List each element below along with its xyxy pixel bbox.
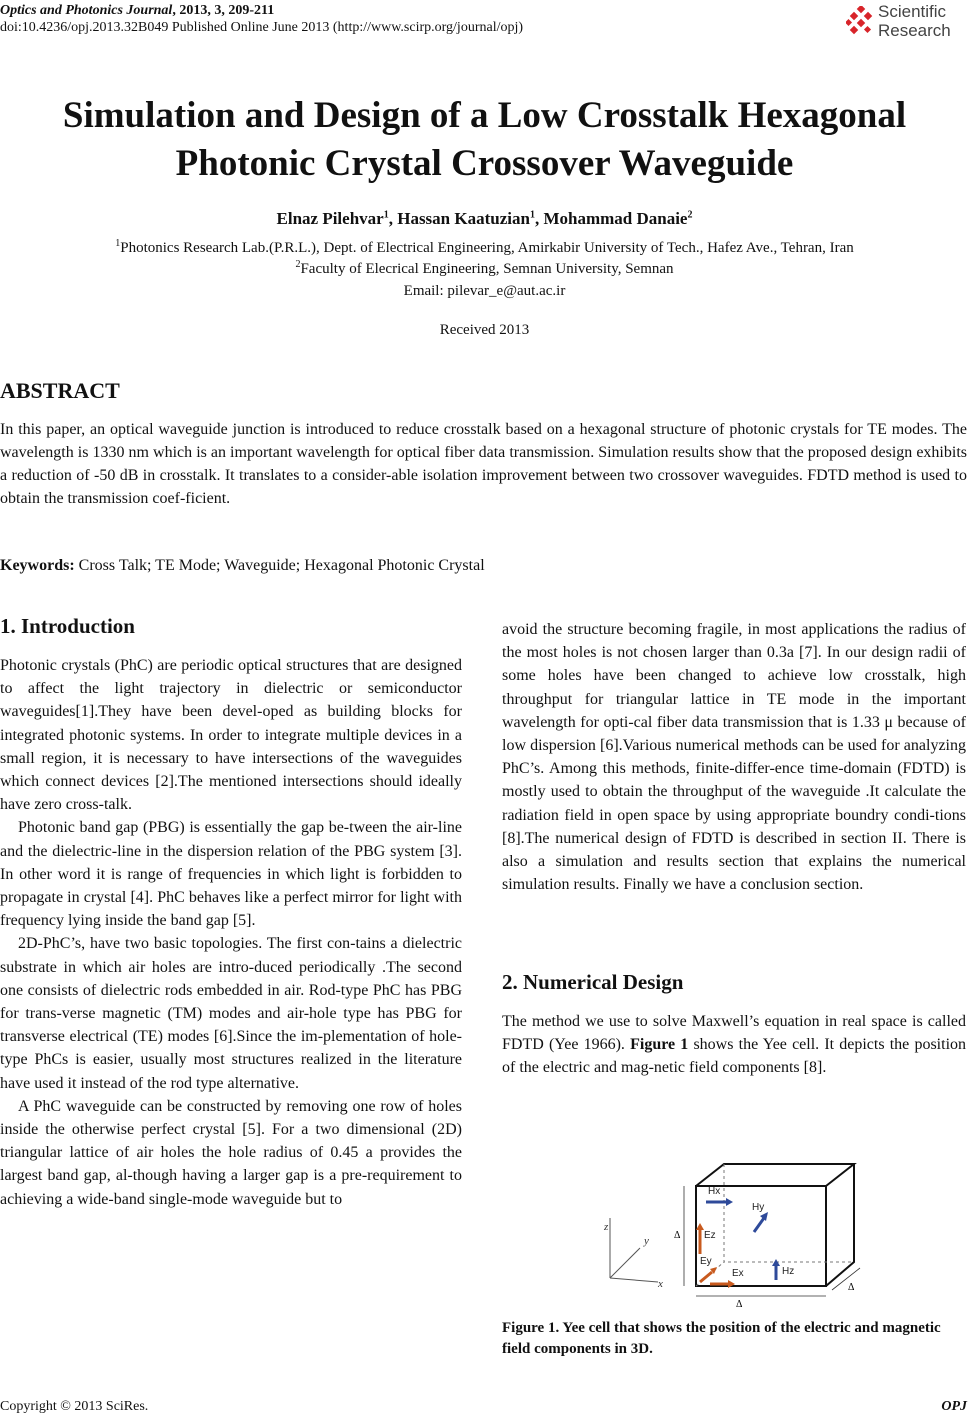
x-axis: [610, 1278, 658, 1282]
publisher-logo: [846, 2, 968, 42]
keywords-label: Keywords:: [0, 557, 75, 574]
depth-dimension: [832, 1268, 860, 1290]
left-column: [0, 654, 462, 1211]
journal-abbreviation: OPJ: [941, 1399, 967, 1414]
intro-paragraph-2: Photonic band gap (PBG) is essentially the gap be-tween the air-line and the dielectric-line in the dispersion relation of the PBG system [3]. In other word it is range of frequencies in which light is forbidden to propagate in crystal [4]. PhC behaves like a perfect mirror for light with frequency lying inside the band gap [5].: [0, 819, 462, 930]
journal-volume: , 2013, 3, 209-211: [172, 3, 275, 18]
keywords-text: Cross Talk; TE Mode; Waveguide; Hexagonal Photonic Crystal: [74, 557, 485, 574]
yee-cell-diagram: [600, 1150, 880, 1310]
right-column: [502, 618, 966, 896]
numerical-paragraph-1-a: The method we use to solve Maxwell’s equation in real space is called FDTD (Yee 1966).: [502, 1013, 966, 1054]
ex-label: Ex: [732, 1268, 744, 1279]
contact-email: Email: pilevar_e@aut.ac.ir: [403, 283, 566, 299]
received-date: Received 2013: [439, 322, 530, 338]
ey-label: Ey: [700, 1256, 712, 1267]
yee-cell-figure: [600, 1150, 880, 1310]
affiliation-1-text: Photonics Research Lab.(P.R.L.), Dept. of Electrical Engineering, Amirkabir University of Tech., Hafez Ave., Tehran, Iran: [120, 240, 854, 256]
z-axis-label: z: [604, 1221, 609, 1233]
numerical-paragraph-1: [502, 1010, 966, 1080]
numerical-design-text: [502, 1010, 966, 1080]
numerical-paragraph-1-b: shows the Yee cell. It depicts the position of the electric and mag-netic field components [8].: [502, 1036, 967, 1077]
author-3: Mohammad Danaie: [543, 209, 688, 228]
depth-delta-label: Δ: [848, 1282, 855, 1293]
journal-header: [0, 2, 274, 19]
intro-paragraph-4: A PhC waveguide can be constructed by removing one row of holes inside the otherwise perfect crystal [5]. For a two dimensional (2D) triangular lattice of air holes the hole radius of 0.45 a provides the largest band gap, al-though having a larger gap is a pre-requirement to achieving a wide-band single-mode waveguide but to: [0, 1097, 462, 1208]
author-2: Hassan Kaatuzian: [397, 209, 530, 228]
affiliation-2-sup: 2: [295, 259, 301, 270]
logo-line-2: Research: [878, 21, 951, 40]
width-delta-label: Δ: [736, 1299, 743, 1310]
ez-label: Ez: [704, 1230, 716, 1241]
title-line-1: Simulation and Design of a Low Crosstalk Hexagonal: [62, 95, 907, 136]
paper-title: [0, 92, 969, 188]
affiliation-1-sup: 1: [115, 238, 121, 249]
ey-arrow: [700, 1272, 712, 1282]
hx-label: Hx: [708, 1186, 721, 1197]
author-3-sup: 2: [687, 209, 693, 221]
y-axis: [610, 1248, 640, 1278]
section-1-heading: 1. Introduction: [0, 614, 135, 638]
abstract-text: In this paper, an optical waveguide junction is introduced to reduce crosstalk based on a hexagonal structure of photonic crystals for TE modes. The wavelength is 1330 nm which is an important wavelength for optical fiber data transmission. Simulation results show that the proposed design exhibits a reduction of -50 dB in crosstalk. It translates to a consider-able isolation improvement between two crossover waveguides. FDTD method is used to obtain the transmission coef-ficient.: [0, 421, 967, 507]
author-list: Elnaz Pilehvar$^1$, Hassan Kaatuzian$^1$, Mohammad Danaie$^2$: [276, 209, 693, 228]
logo-mark-icon: [846, 6, 876, 36]
intro-paragraph-3: 2D-PhC’s, have two basic topologies. The first con-tains a dielectric substrate in which air holes are intro-duced periodically .The second one consists of dielectric rods embedded in air. Rod-type PhC has PBG for trans-verse magnetic (TM) modes and air-hole type has PBG for transverse electrical (TE) modes [6].Since the im-plementation of hole-type PhCs is easier, usually most structures realized in the literature have used it instead of the rod type alternative.: [0, 935, 462, 1092]
height-delta-label: Δ: [674, 1230, 681, 1241]
author-2-sup: 1: [529, 209, 535, 221]
affiliation-2: [0, 260, 969, 279]
y-axis-label: y: [644, 1235, 649, 1247]
hy-label: Hy: [752, 1202, 765, 1213]
logo-text: [878, 2, 951, 40]
author-1-sup: 1: [383, 209, 389, 221]
intro-paragraph-5: avoid the structure becoming fragile, in most applications the radius of the most holes is not chosen larger than 0.3a [7]. In our design radii of some holes have been changed to achieve low crosstalk, high throughput for triangular lattice in TE mode in the important wavelength for opti-cal fiber data transmission that is 1.33 μ because of low dispersion [6].Various numerical methods can be used for analyzing PhC’s. Among this methods, finite-differ-ence time-domain (FDTD) is mostly used to obtain the throughput of the waveguide .It calculate the radiation field in open space by using appropriate boundry condi-tions [8].The numerical design of FDTD is described in section II. There is also a simulation and results section that explains the numerical simulation results. Finally we have a conclusion section.: [502, 621, 967, 894]
journal-name: Optics and Photonics Journal: [0, 3, 173, 18]
title-line-2: Photonic Crystal Crossover Waveguide: [175, 143, 794, 184]
author-1: Elnaz Pilehvar: [276, 209, 384, 228]
abstract-heading: ABSTRACT: [0, 378, 120, 403]
hz-label: Hz: [782, 1266, 795, 1277]
figure-1-caption: Figure 1. Yee cell that shows the position of the electric and magnetic field components in 3D.: [502, 1320, 941, 1357]
doi-line: doi:10.4236/opj.2013.32B049 Published Online June 2013 (http://www.scirp.org/journal/opj): [0, 20, 524, 35]
cube-top-face: [696, 1164, 854, 1186]
logo-line-1: Scientific: [878, 2, 947, 21]
ez-arrow-head: [696, 1223, 704, 1230]
figure-1-reference: Figure 1: [630, 1036, 689, 1054]
hy-arrow: [754, 1218, 764, 1232]
section-2-heading: 2. Numerical Design: [502, 970, 684, 994]
affiliation-1: [0, 239, 969, 258]
x-axis-label: x: [658, 1278, 663, 1290]
intro-paragraph-1: Photonic crystals (PhC) are periodic optical structures that are designed to affect the light trajectory in dielectric or semiconductor waveguides[1].They have been devel-oped as building blocks for integrated photonic systems. In order to integrate multiple devices in a small region, it is necessary to have intersections of the waveguides which connect devices [2].The mentioned intersections should ideally have zero cross-talk.: [0, 657, 462, 814]
keywords-line: [0, 557, 485, 575]
copyright-footer: Copyright © 2013 SciRes.: [0, 1399, 149, 1414]
hx-arrow-head: [726, 1198, 733, 1206]
affiliation-2-text: Faculty of Elecrical Engineering, Semnan University, Semnan: [300, 261, 674, 277]
